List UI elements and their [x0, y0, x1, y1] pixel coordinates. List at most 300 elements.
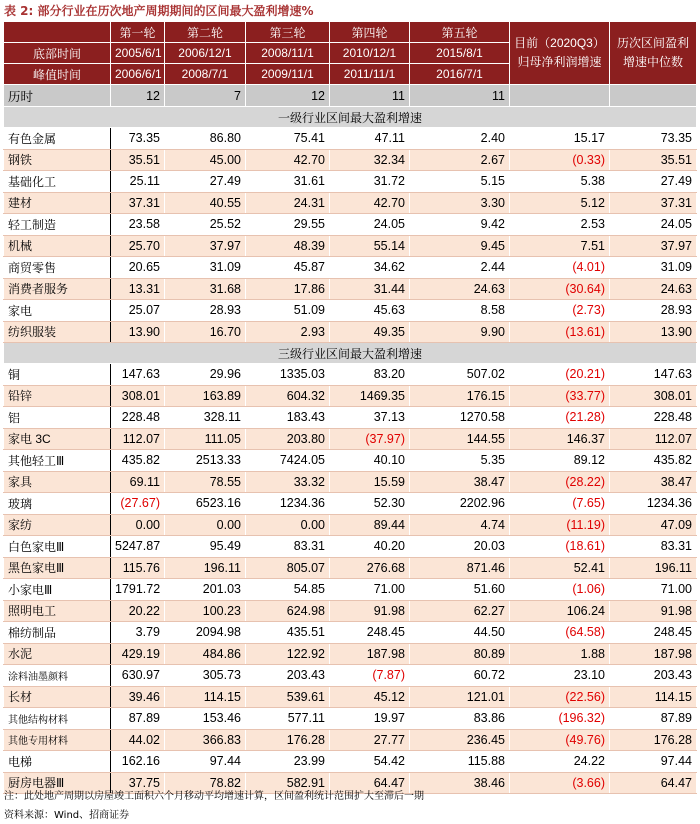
growth-value: 196.11 [610, 557, 697, 579]
growth-value: 24.63 [610, 278, 697, 300]
growth-value: 78.82 [165, 772, 246, 794]
industry-name: 铝 [4, 407, 111, 429]
growth-value: 71.00 [610, 579, 697, 601]
industry-name: 家具 [4, 471, 111, 493]
peak-label: 峰值时间 [4, 64, 111, 85]
growth-value: 27.49 [610, 171, 697, 193]
growth-value: 25.70 [111, 235, 165, 257]
table-row [4, 514, 697, 536]
growth-value: 48.39 [246, 235, 330, 257]
growth-value: 23.58 [111, 214, 165, 236]
industry-name: 其他结构材料 [4, 708, 111, 730]
growth-value: 40.55 [165, 192, 246, 214]
header-cycle-3: 第三轮 [246, 22, 330, 43]
growth-value: 39.46 [111, 686, 165, 708]
growth-value: 196.11 [165, 557, 246, 579]
trough-date: 2010/12/1 [330, 43, 410, 64]
growth-value: 630.97 [111, 665, 165, 687]
growth-value: 153.46 [165, 708, 246, 730]
table-title: 表 2: 部分行业在历次地产周期期间的区间最大盈利增速% [4, 4, 314, 18]
growth-value: 163.89 [165, 385, 246, 407]
table-row [4, 665, 697, 687]
growth-value: 60.72 [410, 665, 510, 687]
growth-value: 33.32 [246, 471, 330, 493]
growth-value: 248.45 [610, 622, 697, 644]
growth-value: 176.28 [246, 729, 330, 751]
growth-value: (0.33) [510, 149, 610, 171]
growth-value: 1234.36 [246, 493, 330, 515]
peak-date: 2008/7/1 [165, 64, 246, 85]
growth-value: 38.47 [610, 471, 697, 493]
growth-value: 2.53 [510, 214, 610, 236]
growth-value: 31.68 [165, 278, 246, 300]
growth-value: 187.98 [610, 643, 697, 665]
growth-value: 147.63 [610, 364, 697, 386]
growth-value: 80.89 [410, 643, 510, 665]
industry-name: 棉纺制品 [4, 622, 111, 644]
table-row [4, 364, 697, 386]
trough-date: 2008/11/1 [246, 43, 330, 64]
growth-value: (196.32) [510, 708, 610, 730]
growth-value: 73.35 [111, 128, 165, 150]
table-row [4, 149, 697, 171]
growth-value: 435.51 [246, 622, 330, 644]
growth-value: 484.86 [165, 643, 246, 665]
growth-value: 146.37 [510, 428, 610, 450]
table-row [4, 171, 697, 193]
peak-date: 2016/7/1 [410, 64, 510, 85]
header-median: 历次区间盈利增速中位数 [610, 22, 697, 85]
growth-value: 100.23 [165, 600, 246, 622]
growth-value: 115.88 [410, 751, 510, 773]
growth-value: 38.46 [410, 772, 510, 794]
industry-name: 涂料油墨颜料 [4, 665, 111, 687]
growth-value: 5247.87 [111, 536, 165, 558]
trough-date: 2005/6/1 [111, 43, 165, 64]
header-cycle-1: 第一轮 [111, 22, 165, 43]
industry-name: 玻璃 [4, 493, 111, 515]
growth-value: 89.12 [510, 450, 610, 472]
growth-value: 71.00 [330, 579, 410, 601]
growth-value: 37.31 [111, 192, 165, 214]
growth-value: 2.93 [246, 321, 330, 343]
industry-name: 铅锌 [4, 385, 111, 407]
growth-value: 40.10 [330, 450, 410, 472]
growth-value: 31.72 [330, 171, 410, 193]
growth-value: (3.66) [510, 772, 610, 794]
growth-value: (21.28) [510, 407, 610, 429]
growth-value: 0.00 [111, 514, 165, 536]
growth-value: 45.87 [246, 257, 330, 279]
duration-value: 11 [330, 85, 410, 107]
peak-date: 2006/6/1 [111, 64, 165, 85]
table-row [4, 128, 697, 150]
growth-value: 3.30 [410, 192, 510, 214]
growth-value: 83.86 [410, 708, 510, 730]
header-cycle-4: 第四轮 [330, 22, 410, 43]
growth-value: 20.65 [111, 257, 165, 279]
growth-value: 89.44 [330, 514, 410, 536]
growth-value: 31.44 [330, 278, 410, 300]
industry-name: 有色金属 [4, 128, 111, 150]
table-row [4, 428, 697, 450]
growth-value: 582.91 [246, 772, 330, 794]
growth-value: 539.61 [246, 686, 330, 708]
growth-value: 248.45 [330, 622, 410, 644]
growth-value: 203.80 [246, 428, 330, 450]
growth-value: 2.44 [410, 257, 510, 279]
growth-value: 122.92 [246, 643, 330, 665]
growth-value: 52.30 [330, 493, 410, 515]
industry-name: 商贸零售 [4, 257, 111, 279]
growth-value: (1.06) [510, 579, 610, 601]
growth-value: (49.76) [510, 729, 610, 751]
growth-value: 20.22 [111, 600, 165, 622]
growth-value: 4.74 [410, 514, 510, 536]
header-corner [4, 22, 111, 43]
growth-value: 162.16 [111, 751, 165, 773]
header-cycle-2: 第二轮 [165, 22, 246, 43]
growth-value: (30.64) [510, 278, 610, 300]
growth-value: 64.47 [330, 772, 410, 794]
growth-value: 0.00 [246, 514, 330, 536]
growth-value: 203.43 [610, 665, 697, 687]
growth-value: 20.03 [410, 536, 510, 558]
growth-value: 83.31 [610, 536, 697, 558]
industry-name: 建材 [4, 192, 111, 214]
growth-value: 1270.58 [410, 407, 510, 429]
growth-value: 9.45 [410, 235, 510, 257]
growth-value: 64.47 [610, 772, 697, 794]
growth-value: 86.80 [165, 128, 246, 150]
industry-name: 基础化工 [4, 171, 111, 193]
growth-value: 176.28 [610, 729, 697, 751]
industry-name: 轻工制造 [4, 214, 111, 236]
growth-value: 183.43 [246, 407, 330, 429]
growth-value: 24.63 [410, 278, 510, 300]
industry-name: 家电 3C [4, 428, 111, 450]
growth-value: 2.40 [410, 128, 510, 150]
growth-value: 308.01 [111, 385, 165, 407]
growth-value: 40.20 [330, 536, 410, 558]
growth-value: 201.03 [165, 579, 246, 601]
growth-value: (2.73) [510, 300, 610, 322]
growth-value: 871.46 [410, 557, 510, 579]
growth-value: 38.47 [410, 471, 510, 493]
table-row [4, 579, 697, 601]
growth-value: 73.35 [610, 128, 697, 150]
growth-value: 24.31 [246, 192, 330, 214]
profit-growth-table [3, 21, 697, 794]
growth-value: 15.17 [510, 128, 610, 150]
industry-name: 白色家电Ⅲ [4, 536, 111, 558]
growth-value: 2.67 [410, 149, 510, 171]
growth-value: 0.00 [165, 514, 246, 536]
growth-value: 176.15 [410, 385, 510, 407]
growth-value: 97.44 [165, 751, 246, 773]
duration-value: 7 [165, 85, 246, 107]
growth-value: (18.61) [510, 536, 610, 558]
growth-value: 13.31 [111, 278, 165, 300]
source-note: 资料来源：Wind、招商证券 [4, 810, 130, 821]
growth-value: 23.10 [510, 665, 610, 687]
growth-value: 604.32 [246, 385, 330, 407]
growth-value: 8.58 [410, 300, 510, 322]
growth-value: 83.20 [330, 364, 410, 386]
industry-name: 小家电Ⅲ [4, 579, 111, 601]
peak-date: 2011/11/1 [330, 64, 410, 85]
growth-value: (22.56) [510, 686, 610, 708]
growth-value: 5.35 [410, 450, 510, 472]
growth-value: 114.15 [610, 686, 697, 708]
growth-value: 1335.03 [246, 364, 330, 386]
growth-value: 44.50 [410, 622, 510, 644]
growth-value: 16.70 [165, 321, 246, 343]
industry-name: 照明电工 [4, 600, 111, 622]
growth-value: 31.09 [610, 257, 697, 279]
growth-value: (4.01) [510, 257, 610, 279]
industry-name: 家电 [4, 300, 111, 322]
growth-value: 35.51 [610, 149, 697, 171]
growth-value: 366.83 [165, 729, 246, 751]
growth-value: 31.09 [165, 257, 246, 279]
table-row [4, 278, 697, 300]
table-row [4, 536, 697, 558]
table-row [4, 751, 697, 773]
industry-name: 厨房电器Ⅲ [4, 772, 111, 794]
growth-value: 34.62 [330, 257, 410, 279]
growth-value: 28.93 [610, 300, 697, 322]
growth-value: 31.61 [246, 171, 330, 193]
growth-value: 78.55 [165, 471, 246, 493]
duration-value: 11 [410, 85, 510, 107]
growth-value: 111.05 [165, 428, 246, 450]
section-header [4, 107, 697, 128]
growth-value: 9.42 [410, 214, 510, 236]
growth-value: 51.60 [410, 579, 510, 601]
growth-value: 9.90 [410, 321, 510, 343]
growth-value: 52.41 [510, 557, 610, 579]
table-row [4, 729, 697, 751]
growth-value: (28.22) [510, 471, 610, 493]
growth-value: 2094.98 [165, 622, 246, 644]
growth-value: 115.76 [111, 557, 165, 579]
growth-value: 97.44 [610, 751, 697, 773]
growth-value: 29.96 [165, 364, 246, 386]
growth-value: 121.01 [410, 686, 510, 708]
growth-value: (13.61) [510, 321, 610, 343]
header-current: 目前（2020Q3）归母净利润增速 [510, 22, 610, 85]
trough-date: 2015/8/1 [410, 43, 510, 64]
growth-value: 429.19 [111, 643, 165, 665]
industry-name: 长材 [4, 686, 111, 708]
table-row [4, 407, 697, 429]
growth-value: 435.82 [610, 450, 697, 472]
growth-value: 37.13 [330, 407, 410, 429]
header-row-cycles [4, 22, 697, 43]
table-row [4, 643, 697, 665]
growth-value: 203.43 [246, 665, 330, 687]
table-row [4, 471, 697, 493]
table-row [4, 557, 697, 579]
table-row [4, 257, 697, 279]
growth-value: 3.79 [111, 622, 165, 644]
industry-name: 消费者服务 [4, 278, 111, 300]
growth-value: 19.97 [330, 708, 410, 730]
table-row [4, 708, 697, 730]
growth-value: 47.11 [330, 128, 410, 150]
growth-value: 27.77 [330, 729, 410, 751]
duration-value [610, 85, 697, 107]
growth-value: 228.48 [610, 407, 697, 429]
growth-value: 7.51 [510, 235, 610, 257]
duration-value: 12 [111, 85, 165, 107]
growth-value: 62.27 [410, 600, 510, 622]
growth-value: 95.49 [165, 536, 246, 558]
growth-value: 24.05 [610, 214, 697, 236]
growth-value: 624.98 [246, 600, 330, 622]
section-title: 三级行业区间最大盈利增速 [4, 343, 697, 364]
growth-value: 236.45 [410, 729, 510, 751]
growth-value: 83.31 [246, 536, 330, 558]
duration-value: 12 [246, 85, 330, 107]
duration-row [4, 85, 697, 107]
growth-value: 44.02 [111, 729, 165, 751]
growth-value: 805.07 [246, 557, 330, 579]
growth-value: 435.82 [111, 450, 165, 472]
growth-value: 1.88 [510, 643, 610, 665]
growth-value: 7424.05 [246, 450, 330, 472]
table-row [4, 622, 697, 644]
growth-value: 54.85 [246, 579, 330, 601]
growth-value: 87.89 [610, 708, 697, 730]
growth-value: 37.31 [610, 192, 697, 214]
duration-label: 历时 [4, 85, 111, 107]
growth-value: 308.01 [610, 385, 697, 407]
growth-value: 23.99 [246, 751, 330, 773]
growth-value: (33.77) [510, 385, 610, 407]
growth-value: 13.90 [610, 321, 697, 343]
growth-value: 37.97 [610, 235, 697, 257]
table-row [4, 450, 697, 472]
section-title: 一级行业区间最大盈利增速 [4, 107, 697, 128]
growth-value: 24.22 [510, 751, 610, 773]
header-cycle-5: 第五轮 [410, 22, 510, 43]
growth-value: 37.97 [165, 235, 246, 257]
growth-value: 42.70 [330, 192, 410, 214]
growth-value: 47.09 [610, 514, 697, 536]
growth-value: 32.34 [330, 149, 410, 171]
growth-value: 187.98 [330, 643, 410, 665]
growth-value: (37.97) [330, 428, 410, 450]
table-row [4, 214, 697, 236]
industry-name: 铜 [4, 364, 111, 386]
growth-value: 2202.96 [410, 493, 510, 515]
table-row [4, 300, 697, 322]
trough-date: 2006/12/1 [165, 43, 246, 64]
industry-name: 家纺 [4, 514, 111, 536]
growth-value: (7.65) [510, 493, 610, 515]
growth-value: (7.87) [330, 665, 410, 687]
duration-value [510, 85, 610, 107]
industry-name: 钢铁 [4, 149, 111, 171]
growth-value: 1234.36 [610, 493, 697, 515]
table-row [4, 600, 697, 622]
industry-name: 其他专用材料 [4, 729, 111, 751]
growth-value: 17.86 [246, 278, 330, 300]
growth-value: 507.02 [410, 364, 510, 386]
industry-name: 其他轻工Ⅲ [4, 450, 111, 472]
growth-value: 114.15 [165, 686, 246, 708]
growth-value: 228.48 [111, 407, 165, 429]
growth-value: 55.14 [330, 235, 410, 257]
section-header [4, 343, 697, 364]
growth-value: 577.11 [246, 708, 330, 730]
growth-value: 24.05 [330, 214, 410, 236]
table-row [4, 192, 697, 214]
growth-value: 91.98 [610, 600, 697, 622]
growth-value: (11.19) [510, 514, 610, 536]
growth-value: 328.11 [165, 407, 246, 429]
growth-value: 1469.35 [330, 385, 410, 407]
growth-value: 112.07 [610, 428, 697, 450]
growth-value: 42.70 [246, 149, 330, 171]
industry-name: 机械 [4, 235, 111, 257]
growth-value: 1791.72 [111, 579, 165, 601]
growth-value: 25.11 [111, 171, 165, 193]
table-row [4, 321, 697, 343]
growth-value: 6523.16 [165, 493, 246, 515]
growth-value: 75.41 [246, 128, 330, 150]
table-row [4, 235, 697, 257]
growth-value: 51.09 [246, 300, 330, 322]
growth-value: 112.07 [111, 428, 165, 450]
growth-value: (20.21) [510, 364, 610, 386]
growth-value: 106.24 [510, 600, 610, 622]
growth-value: 87.89 [111, 708, 165, 730]
growth-value: 54.42 [330, 751, 410, 773]
growth-value: 25.07 [111, 300, 165, 322]
growth-value: 49.35 [330, 321, 410, 343]
table-row [4, 385, 697, 407]
growth-value: 69.11 [111, 471, 165, 493]
industry-name: 纺织服装 [4, 321, 111, 343]
growth-value: (27.67) [111, 493, 165, 515]
growth-value: (64.58) [510, 622, 610, 644]
growth-value: 45.12 [330, 686, 410, 708]
growth-value: 15.59 [330, 471, 410, 493]
footnote: 注：此处地产周期以房屋竣工面积六个月移动平均增速计算，区间盈利统计范围扩大至滞后一期 [4, 791, 424, 802]
growth-value: 5.12 [510, 192, 610, 214]
growth-value: 305.73 [165, 665, 246, 687]
growth-value: 13.90 [111, 321, 165, 343]
growth-value: 147.63 [111, 364, 165, 386]
growth-value: 45.00 [165, 149, 246, 171]
table-row [4, 493, 697, 515]
trough-label: 底部时间 [4, 43, 111, 64]
growth-value: 35.51 [111, 149, 165, 171]
growth-value: 91.98 [330, 600, 410, 622]
table-row [4, 686, 697, 708]
growth-value: 45.63 [330, 300, 410, 322]
peak-date: 2009/11/1 [246, 64, 330, 85]
growth-value: 276.68 [330, 557, 410, 579]
growth-value: 5.38 [510, 171, 610, 193]
growth-value: 5.15 [410, 171, 510, 193]
growth-value: 2513.33 [165, 450, 246, 472]
growth-value: 27.49 [165, 171, 246, 193]
growth-value: 144.55 [410, 428, 510, 450]
